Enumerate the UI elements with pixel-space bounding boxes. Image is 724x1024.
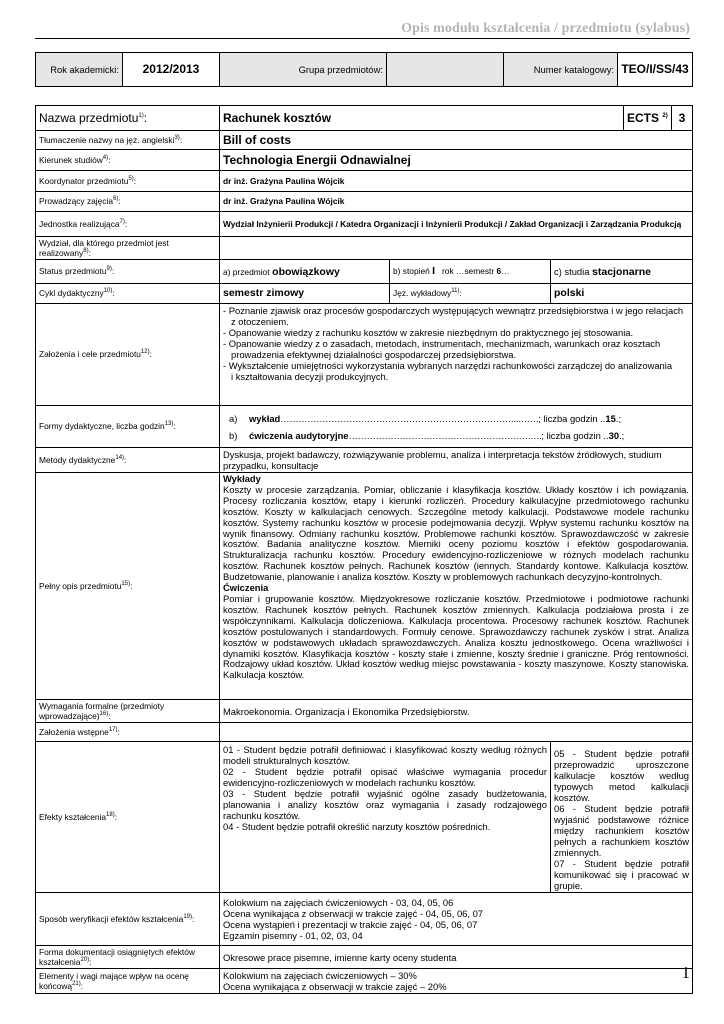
full-description-label: Pełny opis przedmiotu$^{15)}$: — [36, 473, 220, 700]
row-aims — [36, 304, 693, 406]
unit-value: Wydział Inżynierii Produkcji / Katedra Organizacji i Inżynierii Produkcji / Zakład Organizacji i Zarządzania Produkcją — [220, 212, 693, 237]
full-description-content — [220, 473, 693, 700]
catalog-number-value: TEO/I/SS/43 — [618, 53, 693, 87]
english-name-label: Tłumaczenie nazwy na jęz. angielski$^{3)}$: — [36, 131, 220, 150]
row-course-name — [36, 106, 693, 131]
status-study-mode: c) studia stacjonarne — [551, 260, 693, 284]
forms-item-lecture: a) wykład……………………………………………………………………..…….; liczba godzin ..15.; — [229, 412, 622, 424]
verification-item: Kolokwium na zajęciach ćwiczeniowych - 03, 04, 05, 06 — [223, 897, 454, 908]
field-label: Kierunek studiów$^{4)}$: — [36, 150, 220, 171]
faculty-label: Wydział, dla którego przedmiot jest realizowany$^{8)}$: — [36, 237, 220, 260]
title-rule — [35, 38, 690, 39]
forms-list — [220, 406, 693, 448]
ects-value: 3 — [672, 106, 693, 131]
catalog-number-label: Numer katalogowy: — [504, 53, 618, 87]
course-group-label: Grupa przedmiotów: — [220, 53, 387, 87]
coordinator-value: dr inż. Grażyna Paulina Wójcik — [220, 171, 693, 192]
unit-label: Jednostka realizująca$^{7)}$: — [36, 212, 220, 237]
row-forms — [36, 406, 693, 448]
coordinator-label: Koordynator przedmiotu$^{5)}$: — [36, 171, 220, 192]
header-table — [35, 52, 693, 87]
documentation-label: Forma dokumentacji osiągniętych efektów kształcenia$^{20)}$: — [36, 946, 220, 969]
ects-label: ECTS $^{2)}$ — [624, 106, 672, 131]
lectures-heading: Wykłady — [223, 473, 261, 484]
outcomes-right — [551, 742, 693, 893]
cycle-label: Cykl dydaktyczny$^{10)}$: — [36, 284, 220, 304]
row-field — [36, 150, 693, 171]
verification-list — [220, 893, 693, 946]
forms-label: Formy dydaktyczne, liczba godzin$^{13)}$: — [36, 406, 220, 448]
academic-year-label: Rok akademicki: — [36, 53, 123, 87]
row-unit — [36, 212, 693, 237]
aims-list — [220, 304, 693, 406]
status-type: a) przedmiot obowiązkowy — [220, 260, 390, 284]
row-full-description — [36, 473, 693, 700]
requirements-value: Makroekonomia. Organizacja i Ekonomika Przedsiębiorstw. — [220, 700, 693, 723]
row-requirements — [36, 700, 693, 723]
syllabus-table — [35, 105, 693, 994]
row-weights — [36, 969, 693, 994]
language-value: polski — [551, 284, 693, 304]
cycle-value: semestr zimowy — [220, 284, 390, 304]
outcome-item: 03 - Student będzie potrafił wyjaśnić ogólne zasady budżetowania, planowania i analizy kosztów oraz wymagania i zasady rodzajowego rachunku kosztów. — [223, 788, 547, 821]
prerequisites-label: Założenia wstępne$^{17)}$: — [36, 723, 220, 742]
document-title: Opis modułu kształcenia / przedmiotu (sylabus) — [401, 21, 690, 36]
row-documentation — [36, 946, 693, 969]
row-coordinator — [36, 171, 693, 192]
weights-list — [220, 969, 693, 994]
outcome-item: 04 - Student będzie potrafił określić narzuty kosztów pośrednich. — [223, 821, 491, 832]
methods-label: Metody dydaktyczne$^{14)}$: — [36, 448, 220, 473]
row-prerequisites — [36, 723, 693, 742]
page-number: 1 — [681, 963, 690, 982]
prerequisites-value — [220, 723, 693, 742]
row-methods — [36, 448, 693, 473]
outcome-item: 02 - Student będzie potrafił opisać właściwe wymagania procedur ewidencyjno-rozliczeniowych w modelach rachunku kosztów. — [223, 766, 547, 788]
row-lecturer — [36, 192, 693, 212]
aims-item: z otoczeniem. — [231, 316, 289, 327]
course-name-value: Rachunek kosztów — [220, 106, 624, 131]
row-outcomes — [36, 742, 693, 893]
weights-label: Elementy i wagi mające wpływ na ocenę końcową$^{21)}$: — [36, 969, 220, 994]
language-label: Jęz. wykładowy$^{11)}$: — [390, 284, 551, 304]
weights-item: Ocena wynikająca z obserwacji w trakcie zajęć – 20% — [223, 981, 447, 992]
forms-item-exercises: b) ćwiczenia audytoryjne…………………………………………………….….; liczba godzin ..30.; — [229, 429, 625, 441]
verification-item: Egzamin pisemny - 01, 02, 03, 04 — [223, 930, 363, 941]
aims-item: - Opanowanie wiedzy z o zasadach, metodach, instrumentach, mechanizmach, warunkach oraz kosztach — [223, 338, 661, 349]
aims-item: i kształtowania decyzji produkcyjnych. — [231, 371, 389, 382]
verification-item: Ocena wystąpień i prezentacji w trakcie zajęć - 04, 05, 06, 07 — [223, 919, 478, 930]
row-verification — [36, 893, 693, 946]
outcome-item: 01 - Student będzie potrafił definiować i klasyfikować koszty według różnych modeli strukturalnych kosztów. — [223, 744, 547, 766]
lecturer-value: dr inż. Grażyna Paulina Wójcik — [220, 192, 693, 212]
aims-item: - Poznanie zjawisk oraz procesów gospodarczych występujących wewnątrz przedsiębiorstwa i w jego relacjach — [223, 305, 684, 316]
outcome-item: 06 - Student będzie potrafił wyjaśnić podstawowe różnice między rachunkiem kosztów pełnych a rachunkiem kosztów zmiennych. — [554, 803, 689, 858]
aims-item: - Opanowanie wiedzy z rachunku kosztów w zakresie niezbędnym do praktycznego jej stosowania. — [223, 327, 634, 338]
outcomes-left — [220, 742, 551, 893]
course-name-label: Nazwa przedmiotu$^{1)}$: — [36, 106, 220, 131]
verification-item: Ocena wynikająca z obserwacji w trakcie zajęć - 04, 05, 06, 07 — [223, 908, 484, 919]
lectures-text: Koszty w procesie zarządzania. Pomiar, obliczanie i klasyfikacja kosztów. Układy kosztów i ich powiązania. Procesy rozliczania kosztów, etapy i kierunki rozliczeń. Procedury kalkulacyjne przedmiotowego rachunku kosztów. Koszty w kalkulacjach cenowych. Szczególne metody kalkulacji. Podstawowe modele rachunku kosztów. Systemy rachunku kosztów w procesie podejmowania decyzji. Wpływ systemu rachunku kosztów na wynik finansowy. Odmiany rachunku kosztów. Problemowe rachunki kosztów. Sprawozdawczość w zakresie kosztów. Badania analityczne kosztów. Mierniki oceny poziomu kosztów i efektów gospodarowania. Strukturalizacja rachunku kosztów. Procedury ewidencyjno-rozliczeniowe w różnych modelach rachunku kosztów. Rachunek kosztów pełnych. Rachunek kosztów (iennych. Standardy kontowe. Kalkulacja kosztów. Budżetowanie, planowanie i analiza kosztów. Koszty w problemowych rachunkach decyzyjno-kontrolnych. — [223, 483, 689, 583]
lecturer-label: Prowadzący zajęcia$^{6)}$: — [36, 192, 220, 212]
row-status — [36, 260, 693, 284]
requirements-label: Wymagania formalne (przedmioty wprowadzające)$^{16)}$: — [36, 700, 220, 723]
methods-value: Dyskusja, projekt badawczy, rozwiązywanie problemu, analiza i interpretacja tekstów źródłowych, studium przypadku, konsultacje — [220, 448, 693, 473]
aims-label: Założenia i cele przedmiotu$^{12)}$: — [36, 304, 220, 406]
row-cycle — [36, 284, 693, 304]
status-label: Status przedmiotu$^{9)}$: — [36, 260, 220, 284]
documentation-value: Okresowe prace pisemne, imienne karty oceny studenta — [220, 946, 693, 969]
status-degree: b) stopień I rok …semestr 6… — [390, 260, 551, 284]
exercises-heading: Ćwiczenia — [223, 582, 269, 594]
aims-item: - Wykształcenie umiejętności wykorzystania wybranych narzędzi rachunkowości zarządczej do analizowania — [223, 360, 673, 371]
exercises-text: Pomiar i grupowanie kosztów. Międzyokresowe rozliczanie kosztów. Przedmiotowe i podmiotowe rachunki kosztów. Rachunek kosztów pełnych. Rachunek kosztów zmiennych. Kalkulacja podziałowa prosta i ze współczynnikami. Kalkulacja doliczeniowa. Kalkulacja procentowa. Procesowy rachunek kosztów. Rachunek kosztów postulowanych i standardowych. Formuły cenowe. Sprawozdawczy rachunek zysków i strat. Analiza kosztów w podstawowych układach sprawozdawczych. Analiza kosztu jednostkowego. Ocena wrażliwości i dynamiki kosztów. Klasyfikacja kosztów - koszty stałe i zmienne, koszty średnie i graniczne. Próg rentowności. Rodzajowy układ kosztów. Układ kosztów według miejsc powstawania - koszty maszynowe. Koszty stanowiska. Kalkulacja kosztów. — [223, 592, 689, 681]
weights-item: Kolokwium na zajęciach ćwiczeniowych – 30% — [223, 970, 417, 981]
row-faculty — [36, 237, 693, 260]
verification-label: Sposób weryfikacji efektów kształcenia$^{19)}$: — [36, 893, 220, 946]
aims-item: prowadzenia efektywnej działalności gospodarczej przedsiębiorstwa. — [231, 349, 517, 360]
course-group-value — [387, 53, 504, 87]
outcomes-label: Efekty kształcenia$^{18)}$: — [36, 742, 220, 893]
field-value: Technologia Energii Odnawialnej — [220, 150, 693, 171]
outcome-item: 05 - Student będzie potrafił przeprowadzić uproszczone kalkulacje kosztów według typowych metod kalkulacji kosztów. — [554, 748, 689, 803]
english-name-value: Bill of costs — [220, 131, 693, 150]
faculty-value — [220, 237, 693, 260]
outcome-item: 07 - Student będzie potrafił komunikować się i pracować w grupie. — [554, 858, 689, 891]
row-english-name — [36, 131, 693, 150]
academic-year-value: 2012/2013 — [123, 53, 220, 87]
